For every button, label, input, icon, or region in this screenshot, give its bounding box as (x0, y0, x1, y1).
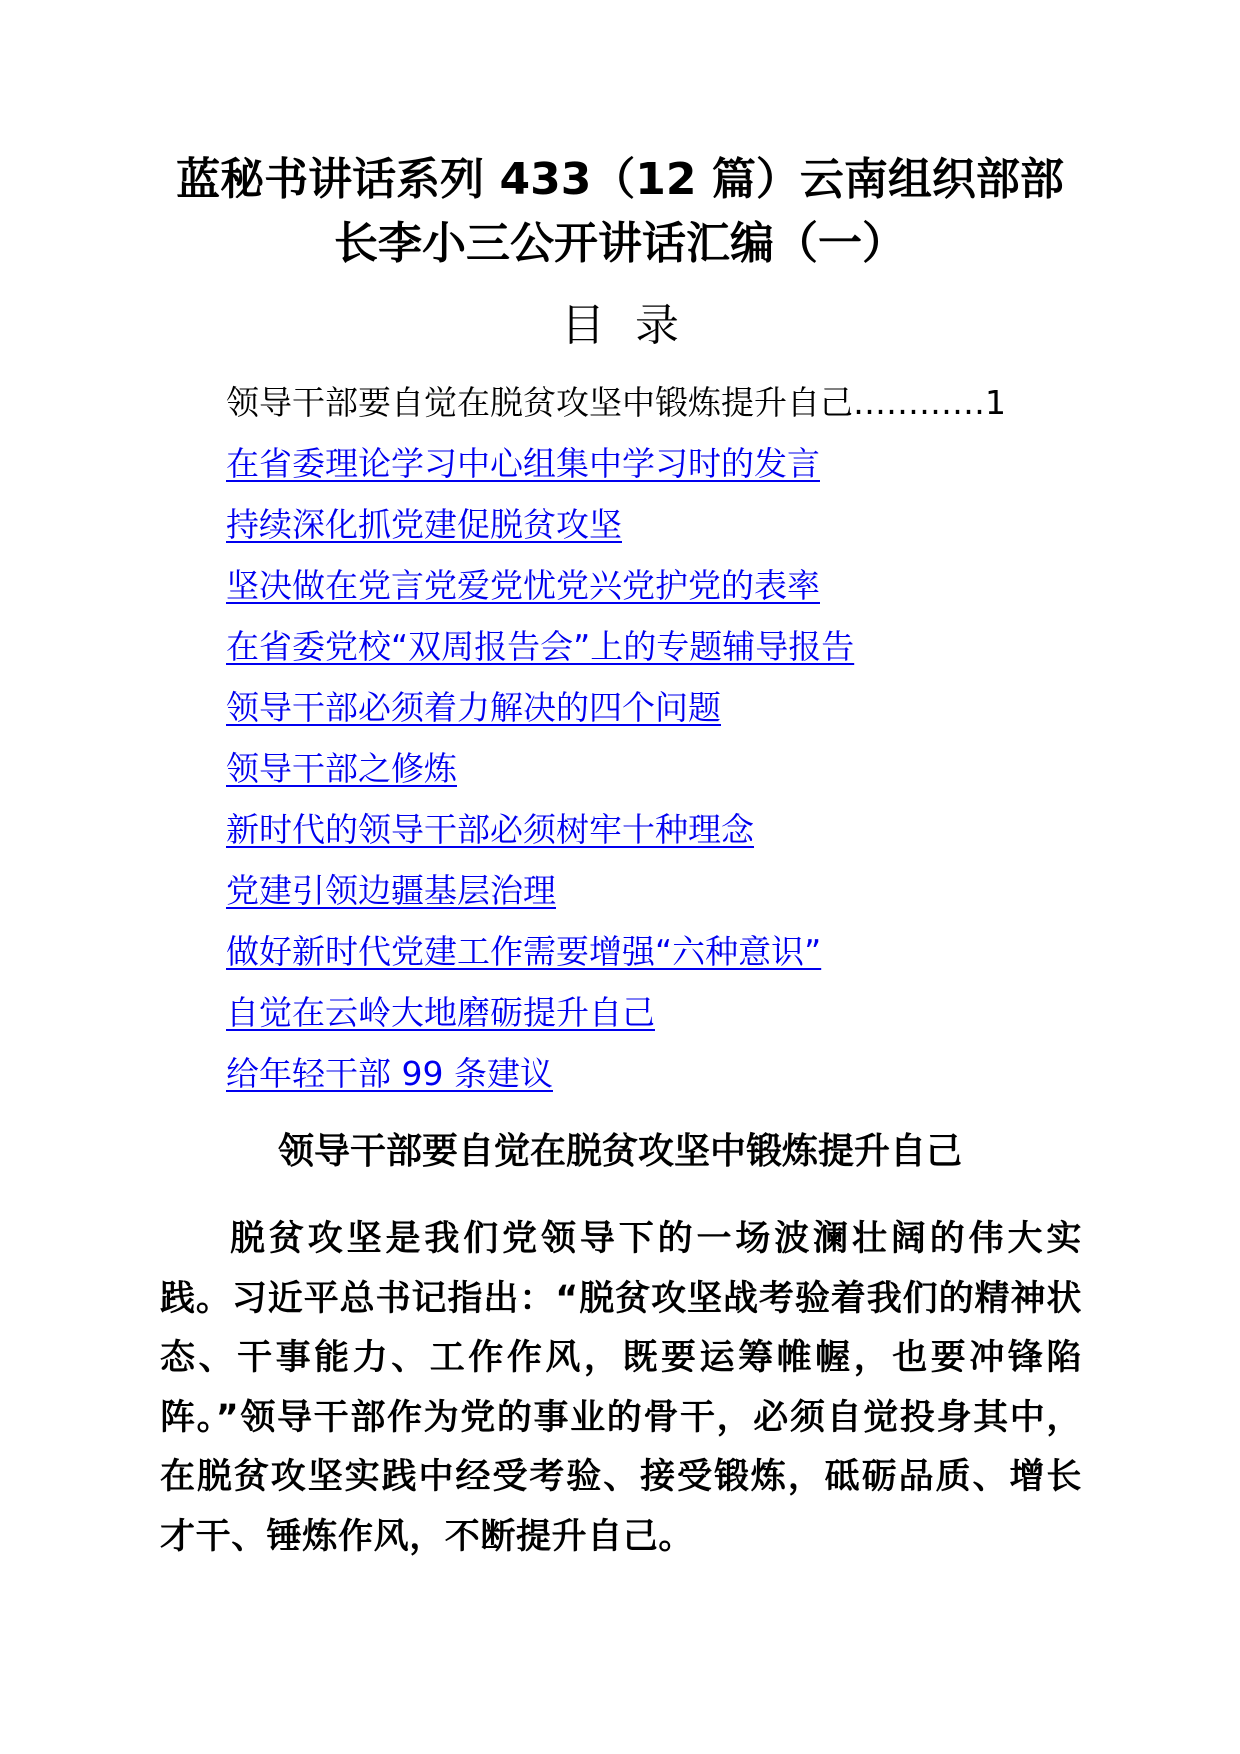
document-title-line-1: 蓝秘书讲话系列 433（12 篇）云南组织部部 (176, 154, 1064, 205)
body-paragraph: 脱贫攻坚是我们党领导下的一场波澜壮阔的伟大实践。习近平总书记指出：“脱贫攻坚战考验着我们的精神状态、干事能力、工作作风，既要运筹帷幄，也要冲锋陷阵。”领导干部作为党的事业的骨干，必须自觉投身其中，在脱贫攻坚实践中经受考验、接受锻炼，砥砺品质、增长才干、锤炼作风，不断提升自己。 (160, 1219, 1082, 1557)
toc-item-9 (226, 860, 1086, 921)
toc-link[interactable]: 给年轻干部 99 条建议 (226, 1054, 553, 1093)
toc-link[interactable]: 做好新时代党建工作需要增强“六种意识” (226, 932, 822, 971)
toc-item-3 (226, 494, 1086, 555)
toc-link[interactable]: 自觉在云岭大地磨砺提升自己 (226, 993, 655, 1032)
toc-item-1 (226, 372, 1086, 433)
document-title-line-2: 长李小三公开讲话汇编（一） (334, 218, 906, 269)
toc-link[interactable]: 坚决做在党言党爱党忧党兴党护党的表率 (226, 566, 820, 605)
toc-item-12 (226, 1043, 1086, 1104)
toc-link[interactable]: 新时代的领导干部必须树牢十种理念 (226, 810, 754, 849)
document-title (150, 148, 1090, 276)
table-of-contents (226, 372, 1086, 1104)
toc-item-4 (226, 555, 1086, 616)
toc-link[interactable]: 在省委党校“双周报告会”上的专题辅导报告 (226, 627, 855, 666)
toc-item-8 (226, 799, 1086, 860)
toc-item-text: 领导干部要自觉在脱贫攻坚中锻炼提升自己…………1 (226, 383, 1006, 422)
section-heading: 领导干部要自觉在脱贫攻坚中锻炼提升自己 (277, 1131, 962, 1172)
toc-link[interactable]: 在省委理论学习中心组集中学习时的发言 (226, 444, 820, 483)
toc-link[interactable]: 领导干部之修炼 (226, 749, 457, 788)
toc-link[interactable]: 领导干部必须着力解决的四个问题 (226, 688, 721, 727)
toc-item-6 (226, 677, 1086, 738)
toc-heading: 目录 (561, 300, 709, 351)
toc-item-11 (226, 982, 1086, 1043)
toc-item-5 (226, 616, 1086, 677)
toc-link[interactable]: 持续深化抓党建促脱贫攻坚 (226, 505, 622, 544)
toc-item-7 (226, 738, 1086, 799)
toc-item-2 (226, 433, 1086, 494)
toc-item-10 (226, 921, 1086, 982)
toc-link[interactable]: 党建引领边疆基层治理 (226, 871, 556, 910)
